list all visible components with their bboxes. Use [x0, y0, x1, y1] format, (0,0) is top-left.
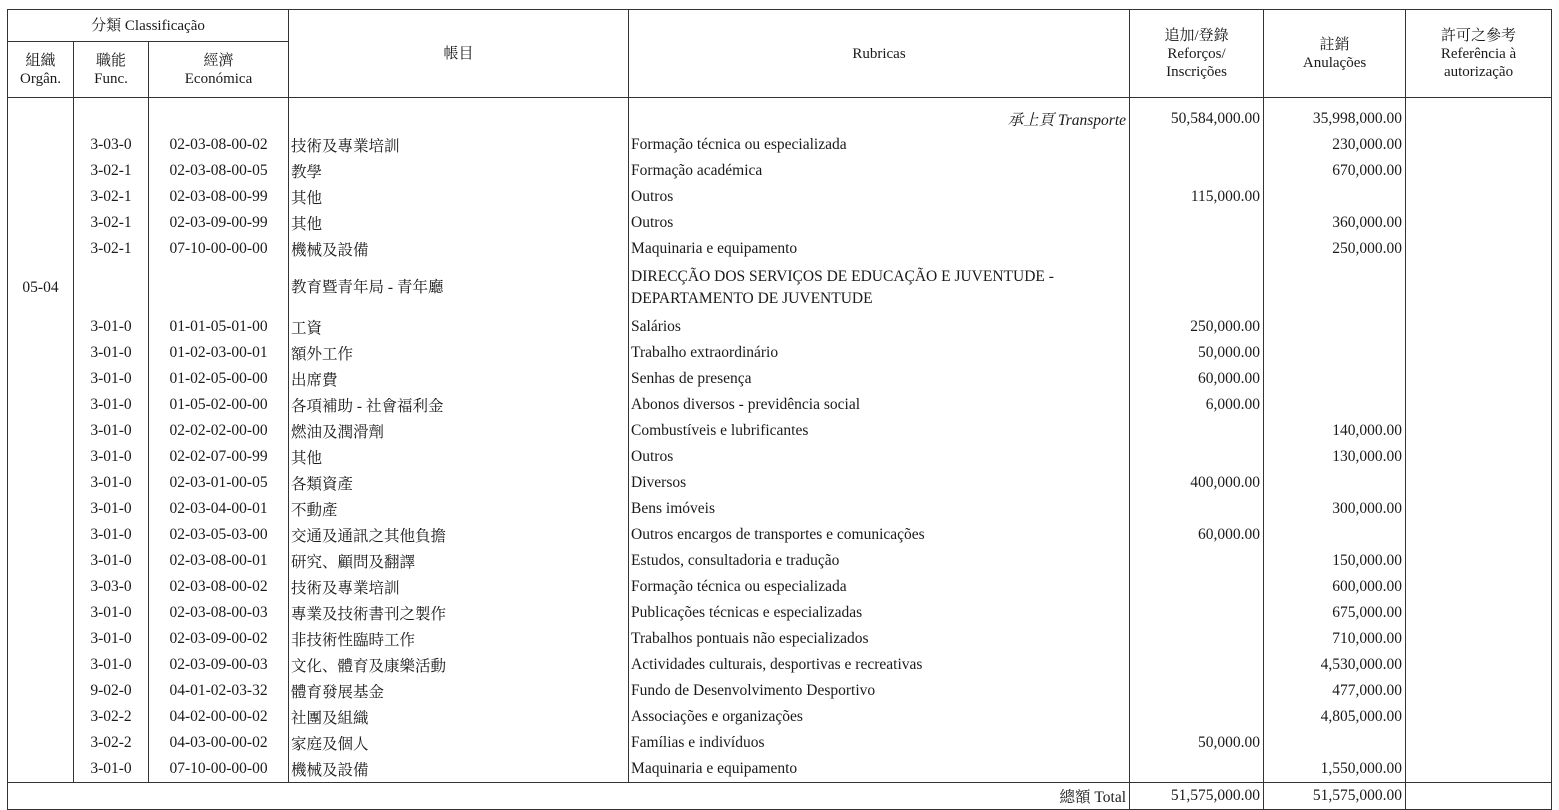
- table-row: [8, 730, 1552, 756]
- referencia-cell: [1406, 314, 1552, 340]
- reforco-cell: [1130, 548, 1264, 574]
- reforco-cell: [1130, 652, 1264, 678]
- econ-cell: 07-10-00-00-00: [149, 756, 289, 783]
- account-cell: 各類資產: [289, 470, 629, 496]
- econ-cell: 02-03-08-00-02: [149, 574, 289, 600]
- total-label: 總額 Total: [8, 783, 1130, 810]
- table-row: [8, 184, 1552, 210]
- account-cell: 其他: [289, 210, 629, 236]
- anulacao-cell: 360,000.00: [1264, 210, 1406, 236]
- func-cell: 3-02-2: [74, 704, 149, 730]
- anulacao-cell: [1264, 470, 1406, 496]
- anulacao-cell: 1,550,000.00: [1264, 756, 1406, 783]
- func-cell: 3-01-0: [74, 600, 149, 626]
- anulacao-cell: [1264, 184, 1406, 210]
- table-row: [8, 236, 1552, 262]
- referencia-cell: [1406, 340, 1552, 366]
- econ-cell: 02-03-08-00-02: [149, 132, 289, 158]
- reforco-cell: 60,000.00: [1130, 366, 1264, 392]
- func-cell: 3-01-0: [74, 548, 149, 574]
- account-cell: 教學: [289, 158, 629, 184]
- organ-cell: [8, 132, 74, 158]
- reforco-cell: 50,000.00: [1130, 340, 1264, 366]
- rubrica-cell: Outros encargos de transportes e comunicações: [629, 522, 1130, 548]
- reforco-cell: 250,000.00: [1130, 314, 1264, 340]
- organ-cell: [8, 626, 74, 652]
- organ-cell: [8, 418, 74, 444]
- organ-cell: [8, 496, 74, 522]
- referencia-cell: [1406, 262, 1552, 314]
- econ-cell: 02-03-01-00-05: [149, 470, 289, 496]
- rubrica-cell: Famílias e indivíduos: [629, 730, 1130, 756]
- anulacao-cell: [1264, 522, 1406, 548]
- rubrica-cell: Outros: [629, 184, 1130, 210]
- referencia-cell: [1406, 132, 1552, 158]
- account-cell: 技術及專業培訓: [289, 132, 629, 158]
- anulacao-cell: [1264, 730, 1406, 756]
- organ-cell: [8, 704, 74, 730]
- account-cell: 體育發展基金: [289, 678, 629, 704]
- reforco-cell: [1130, 236, 1264, 262]
- account-cell: 交通及通訊之其他負擔: [289, 522, 629, 548]
- organ-cell: [8, 184, 74, 210]
- func-cell: 3-03-0: [74, 574, 149, 600]
- rubrica-cell: Formação técnica ou especializada: [629, 574, 1130, 600]
- anulacao-cell: [1264, 340, 1406, 366]
- econ-cell: 04-03-00-00-02: [149, 730, 289, 756]
- referencia-cell: [1406, 470, 1552, 496]
- table-row: [8, 314, 1552, 340]
- organ-cell: [8, 730, 74, 756]
- econ-cell: 01-05-02-00-00: [149, 392, 289, 418]
- func-cell: 3-02-1: [74, 158, 149, 184]
- budget-document: [7, 9, 1551, 806]
- func-cell: 3-01-0: [74, 496, 149, 522]
- referencia-cell: [1406, 418, 1552, 444]
- func-cell: 3-01-0: [74, 756, 149, 783]
- referencia-cell: [1406, 392, 1552, 418]
- table-row: [8, 470, 1552, 496]
- anulacao-cell: 4,530,000.00: [1264, 652, 1406, 678]
- referencia-header: 許可之參考 Referência à autorização: [1406, 10, 1552, 98]
- func-header: 職能 Func.: [74, 42, 149, 98]
- rubrica-cell: Diversos: [629, 470, 1130, 496]
- reforco-cell: [1130, 756, 1264, 783]
- reforco-cell: [1130, 444, 1264, 470]
- econ-cell: 02-02-07-00-99: [149, 444, 289, 470]
- rubrica-cell: Abonos diversos - previdência social: [629, 392, 1130, 418]
- table-row: [8, 418, 1552, 444]
- rubrica-cell: Outros: [629, 444, 1130, 470]
- table-row: [8, 496, 1552, 522]
- table-row: [8, 158, 1552, 184]
- anulacao-cell: 250,000.00: [1264, 236, 1406, 262]
- organ-cell: [8, 444, 74, 470]
- func-cell: 3-02-1: [74, 236, 149, 262]
- rubrica-cell: Senhas de presença: [629, 366, 1130, 392]
- func-cell: 3-01-0: [74, 392, 149, 418]
- transport-reforco: 50,584,000.00: [1130, 106, 1264, 132]
- rubrica-cell: Fundo de Desenvolvimento Desportivo: [629, 678, 1130, 704]
- account-cell: 機械及設備: [289, 236, 629, 262]
- reforco-cell: [1130, 574, 1264, 600]
- table-row: [8, 392, 1552, 418]
- reforcos-header: 追加/登錄 Reforços/ Inscrições: [1130, 10, 1264, 98]
- econ-cell: 02-03-09-00-03: [149, 652, 289, 678]
- rubrica-cell: Bens imóveis: [629, 496, 1130, 522]
- referencia-cell: [1406, 678, 1552, 704]
- organ-cell: [8, 392, 74, 418]
- referencia-cell: [1406, 236, 1552, 262]
- reforco-cell: [1130, 496, 1264, 522]
- anulacoes-header: 註銷 Anulações: [1264, 10, 1406, 98]
- table-row: [8, 600, 1552, 626]
- referencia-cell: [1406, 600, 1552, 626]
- account-cell: 技術及專業培訓: [289, 574, 629, 600]
- rubrica-cell: Actividades culturais, desportivas e recreativas: [629, 652, 1130, 678]
- budget-table: [7, 9, 1552, 810]
- reforco-cell: [1130, 132, 1264, 158]
- reforco-cell: 6,000.00: [1130, 392, 1264, 418]
- anulacao-cell: [1264, 314, 1406, 340]
- econ-cell: 01-01-05-01-00: [149, 314, 289, 340]
- table-row: [8, 626, 1552, 652]
- econ-cell: 02-03-08-00-01: [149, 548, 289, 574]
- econ-cell: 02-03-08-00-05: [149, 158, 289, 184]
- account-cell: 非技術性臨時工作: [289, 626, 629, 652]
- referencia-cell: [1406, 210, 1552, 236]
- organ-header: 組織 Orgân.: [8, 42, 74, 98]
- organ-cell: [8, 210, 74, 236]
- reforco-cell: [1130, 210, 1264, 236]
- func-cell: 3-01-0: [74, 652, 149, 678]
- func-cell: 3-01-0: [74, 522, 149, 548]
- organ-cell: 05-04: [8, 262, 74, 314]
- reforco-cell: 115,000.00: [1130, 184, 1264, 210]
- account-cell: 各項補助 - 社會福利金: [289, 392, 629, 418]
- func-cell: 3-01-0: [74, 444, 149, 470]
- classification-header: 分類 Classificação: [8, 10, 289, 42]
- anulacao-cell: [1264, 262, 1406, 314]
- rubrica-cell: Associações e organizações: [629, 704, 1130, 730]
- econ-cell: 02-03-05-03-00: [149, 522, 289, 548]
- total-reforco: 51,575,000.00: [1130, 783, 1264, 810]
- referencia-cell: [1406, 548, 1552, 574]
- rubrica-cell: Formação académica: [629, 158, 1130, 184]
- reforco-cell: [1130, 626, 1264, 652]
- organ-cell: [8, 236, 74, 262]
- table-row: [8, 704, 1552, 730]
- referencia-cell: [1406, 184, 1552, 210]
- account-cell: 其他: [289, 184, 629, 210]
- referencia-cell: [1406, 496, 1552, 522]
- referencia-cell: [1406, 652, 1552, 678]
- organ-cell: [8, 600, 74, 626]
- table-row: [8, 444, 1552, 470]
- anulacao-cell: 300,000.00: [1264, 496, 1406, 522]
- total-row: [8, 783, 1552, 810]
- reforco-cell: 60,000.00: [1130, 522, 1264, 548]
- func-cell: 9-02-0: [74, 678, 149, 704]
- econ-cell: 01-02-05-00-00: [149, 366, 289, 392]
- account-cell: 其他: [289, 444, 629, 470]
- func-cell: [74, 262, 149, 314]
- organ-cell: [8, 548, 74, 574]
- reforco-cell: 400,000.00: [1130, 470, 1264, 496]
- rubrica-cell: Formação técnica ou especializada: [629, 132, 1130, 158]
- referencia-cell: [1406, 444, 1552, 470]
- organ-cell: [8, 652, 74, 678]
- econ-cell: 02-03-04-00-01: [149, 496, 289, 522]
- anulacao-cell: 675,000.00: [1264, 600, 1406, 626]
- rubrica-cell: Publicações técnicas e especializadas: [629, 600, 1130, 626]
- table-row: [8, 210, 1552, 236]
- anulacao-cell: 710,000.00: [1264, 626, 1406, 652]
- func-cell: 3-01-0: [74, 314, 149, 340]
- func-cell: 3-01-0: [74, 366, 149, 392]
- rubricas-header: Rubricas: [629, 10, 1130, 98]
- func-cell: 3-01-0: [74, 470, 149, 496]
- anulacao-cell: 150,000.00: [1264, 548, 1406, 574]
- anulacao-cell: 4,805,000.00: [1264, 704, 1406, 730]
- econ-cell: 02-03-09-00-99: [149, 210, 289, 236]
- rubrica-cell: Combustíveis e lubrificantes: [629, 418, 1130, 444]
- account-cell: 社團及組織: [289, 704, 629, 730]
- organ-cell: [8, 574, 74, 600]
- table-row: [8, 756, 1552, 783]
- account-cell: 家庭及個人: [289, 730, 629, 756]
- anulacao-cell: 140,000.00: [1264, 418, 1406, 444]
- account-header: 帳目: [289, 10, 629, 98]
- anulacao-cell: 230,000.00: [1264, 132, 1406, 158]
- table-row: [8, 678, 1552, 704]
- anulacao-cell: 477,000.00: [1264, 678, 1406, 704]
- anulacao-cell: 670,000.00: [1264, 158, 1406, 184]
- account-cell: 研究、顧問及翻譯: [289, 548, 629, 574]
- econ-cell: 04-01-02-03-32: [149, 678, 289, 704]
- table-row: [8, 574, 1552, 600]
- organ-cell: [8, 314, 74, 340]
- econ-cell: 02-02-02-00-00: [149, 418, 289, 444]
- anulacao-cell: 600,000.00: [1264, 574, 1406, 600]
- rubrica-cell: Maquinaria e equipamento: [629, 756, 1130, 783]
- account-cell: 額外工作: [289, 340, 629, 366]
- transport-label: 承上頁 Transporte: [629, 106, 1130, 132]
- anulacao-cell: 130,000.00: [1264, 444, 1406, 470]
- organ-cell: [8, 340, 74, 366]
- func-cell: 3-01-0: [74, 626, 149, 652]
- rubrica-cell: Estudos, consultadoria e tradução: [629, 548, 1130, 574]
- account-cell: 教育暨青年局 - 青年廳: [289, 262, 629, 314]
- rubrica-cell: Outros: [629, 210, 1130, 236]
- rubrica-cell: Trabalhos pontuais não especializados: [629, 626, 1130, 652]
- func-cell: 3-02-2: [74, 730, 149, 756]
- account-cell: 出席費: [289, 366, 629, 392]
- econ-cell: 07-10-00-00-00: [149, 236, 289, 262]
- table-row: [8, 132, 1552, 158]
- func-cell: 3-01-0: [74, 340, 149, 366]
- transport-row: [8, 106, 1552, 132]
- table-row: [8, 366, 1552, 392]
- account-cell: 工資: [289, 314, 629, 340]
- rubrica-cell: Trabalho extraordinário: [629, 340, 1130, 366]
- account-cell: 文化、體育及康樂活動: [289, 652, 629, 678]
- transport-anulacao: 35,998,000.00: [1264, 106, 1406, 132]
- func-cell: 3-03-0: [74, 132, 149, 158]
- referencia-cell: [1406, 626, 1552, 652]
- econ-cell: [149, 262, 289, 314]
- referencia-cell: [1406, 756, 1552, 783]
- reforco-cell: [1130, 600, 1264, 626]
- referencia-cell: [1406, 574, 1552, 600]
- func-cell: 3-02-1: [74, 184, 149, 210]
- reforco-cell: [1130, 704, 1264, 730]
- organ-cell: [8, 678, 74, 704]
- anulacao-cell: [1264, 366, 1406, 392]
- account-cell: 不動產: [289, 496, 629, 522]
- reforco-cell: 50,000.00: [1130, 730, 1264, 756]
- organ-cell: [8, 366, 74, 392]
- func-cell: 3-01-0: [74, 418, 149, 444]
- referencia-cell: [1406, 158, 1552, 184]
- reforco-cell: [1130, 678, 1264, 704]
- econ-cell: 02-03-08-00-03: [149, 600, 289, 626]
- organ-cell: [8, 470, 74, 496]
- table-row: [8, 340, 1552, 366]
- func-cell: 3-02-1: [74, 210, 149, 236]
- econ-header: 經濟 Económica: [149, 42, 289, 98]
- referencia-cell: [1406, 704, 1552, 730]
- econ-cell: 04-02-00-00-02: [149, 704, 289, 730]
- reforco-cell: [1130, 418, 1264, 444]
- reforco-cell: [1130, 262, 1264, 314]
- table-row: [8, 548, 1552, 574]
- reforco-cell: [1130, 158, 1264, 184]
- econ-cell: 02-03-08-00-99: [149, 184, 289, 210]
- organ-cell: [8, 756, 74, 783]
- rubrica-cell: Salários: [629, 314, 1130, 340]
- econ-cell: 02-03-09-00-02: [149, 626, 289, 652]
- organ-cell: [8, 158, 74, 184]
- referencia-cell: [1406, 522, 1552, 548]
- econ-cell: 01-02-03-00-01: [149, 340, 289, 366]
- account-cell: 燃油及潤滑劑: [289, 418, 629, 444]
- account-cell: 機械及設備: [289, 756, 629, 783]
- account-cell: 專業及技術書刊之製作: [289, 600, 629, 626]
- table-row: [8, 652, 1552, 678]
- total-anulacao: 51,575,000.00: [1264, 783, 1406, 810]
- referencia-cell: [1406, 730, 1552, 756]
- organ-cell: [8, 522, 74, 548]
- anulacao-cell: [1264, 392, 1406, 418]
- referencia-cell: [1406, 366, 1552, 392]
- table-row: [8, 262, 1552, 314]
- table-row: [8, 522, 1552, 548]
- rubrica-cell: Maquinaria e equipamento: [629, 236, 1130, 262]
- rubrica-cell: DIRECÇÃO DOS SERVIÇOS DE EDUCAÇÃO E JUVENTUDE - DEPARTAMENTO DE JUVENTUDE: [629, 262, 1130, 314]
